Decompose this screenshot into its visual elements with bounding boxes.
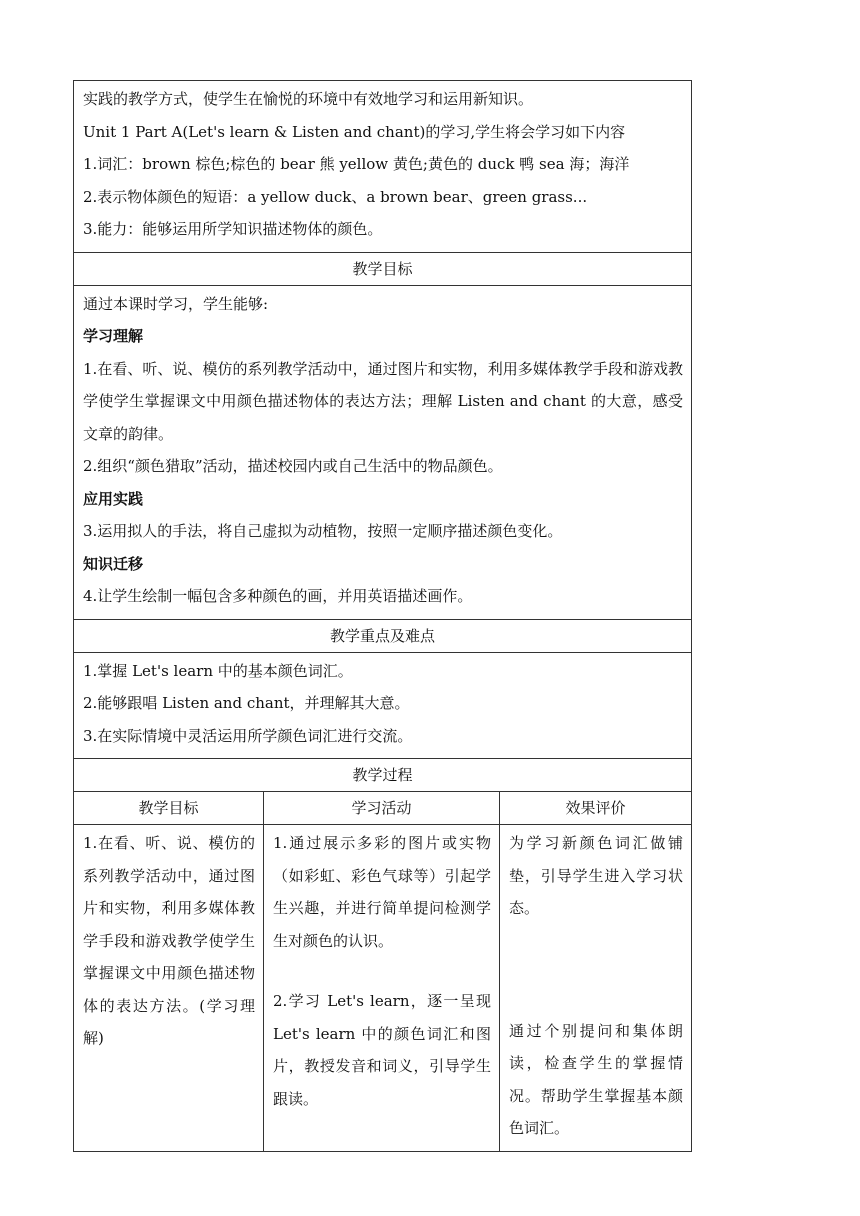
key-points-row <box>74 652 692 759</box>
process-goal-cell <box>74 825 264 1152</box>
objectives-header-row <box>74 252 692 285</box>
key-point-item: 3.在实际情境中灵活运用所学颜色词汇进行交流。 <box>83 726 413 745</box>
process-title: 教学过程 <box>74 759 692 792</box>
intro-line: Unit 1 Part A(Let's learn & Listen and chant)的学习,学生将会学习如下内容 <box>83 122 626 141</box>
process-header-row <box>74 759 692 792</box>
evaluation-item: 为学习新颜色词汇做铺垫，引导学生进入学习状态。 <box>509 834 683 917</box>
column-header-evaluation: 效果评价 <box>500 792 692 825</box>
column-header-activity: 学习活动 <box>264 792 500 825</box>
key-point-item: 1.掌握 Let's learn 中的基本颜色词汇。 <box>83 661 353 680</box>
section-heading: 知识迁移 <box>83 554 144 573</box>
intro-line: 1.词汇：brown 棕色;棕色的 bear 熊 yellow 黄色;黄色的 duck 鸭 sea 海；海洋 <box>83 155 630 173</box>
intro-line: 2.表示物体颜色的短语：a yellow duck、a brown bear、green grass... <box>83 187 588 206</box>
process-row <box>74 825 692 1152</box>
spacer <box>273 957 491 985</box>
objective-item: 4.让学生绘制一幅包含多种颜色的画，并用英语描述画作。 <box>83 587 473 605</box>
objective-item: 2.组织“颜色猎取”活动，描述校园内或自己生活中的物品颜色。 <box>83 457 503 475</box>
intro-line: 实践的教学方式，使学生在愉悦的环境中有效地学习和运用新知识。 <box>83 90 534 108</box>
process-columns-row <box>74 792 692 825</box>
activity-item: 1.通过展示多彩的图片或实物（如彩虹、彩色气球等）引起学生兴趣，并进行简单提问检测学生对颜色的认识。 <box>273 834 491 950</box>
evaluation-item: 通过个别提问和集体朗读，检查学生的掌握情况。帮助学生掌握基本颜色词汇。 <box>509 1021 683 1137</box>
process-evaluation-cell <box>500 825 692 1152</box>
key-points-header-row <box>74 619 692 652</box>
key-points-title: 教学重点及难点 <box>74 619 692 652</box>
lesson-plan-table <box>73 80 692 1152</box>
objectives-row <box>74 285 692 619</box>
objectives-cell <box>74 285 692 619</box>
process-activity-cell <box>264 825 500 1152</box>
intro-line: 3.能力：能够运用所学知识描述物体的颜色。 <box>83 220 383 238</box>
objective-item: 1.在看、听、说、模仿的系列教学活动中，通过图片和实物，利用多媒体教学手段和游戏教学使学生掌握课文中用颜色描述物体的表达方法；理解 Listen and chant 的大意，感受文章的韵律。 <box>83 359 683 443</box>
spacer <box>509 925 683 1015</box>
document-page <box>73 80 691 1152</box>
key-points-cell <box>74 652 692 759</box>
objectives-intro: 通过本课时学习，学生能够: <box>83 294 269 313</box>
process-goal-text: 1.在看、听、说、模仿的系列教学活动中，通过图片和实物，利用多媒体教学手段和游戏教学使学生掌握课文中用颜色描述物体的表达方法。(学习理解) <box>83 834 255 1047</box>
column-header-goal: 教学目标 <box>74 792 264 825</box>
objectives-title: 教学目标 <box>74 252 692 285</box>
section-heading: 学习理解 <box>83 327 144 345</box>
key-point-item: 2.能够跟唱 Listen and chant，并理解其大意。 <box>83 694 410 712</box>
intro-row <box>74 81 692 253</box>
intro-cell <box>74 81 692 253</box>
section-heading: 应用实践 <box>83 489 144 508</box>
objective-item: 3.运用拟人的手法，将自己虚拟为动植物，按照一定顺序描述颜色变化。 <box>83 522 563 540</box>
activity-item: 2.学习 Let's learn，逐一呈现 Let's learn 中的颜色词汇和图片，教授发音和词义，引导学生跟读。 <box>273 992 491 1108</box>
